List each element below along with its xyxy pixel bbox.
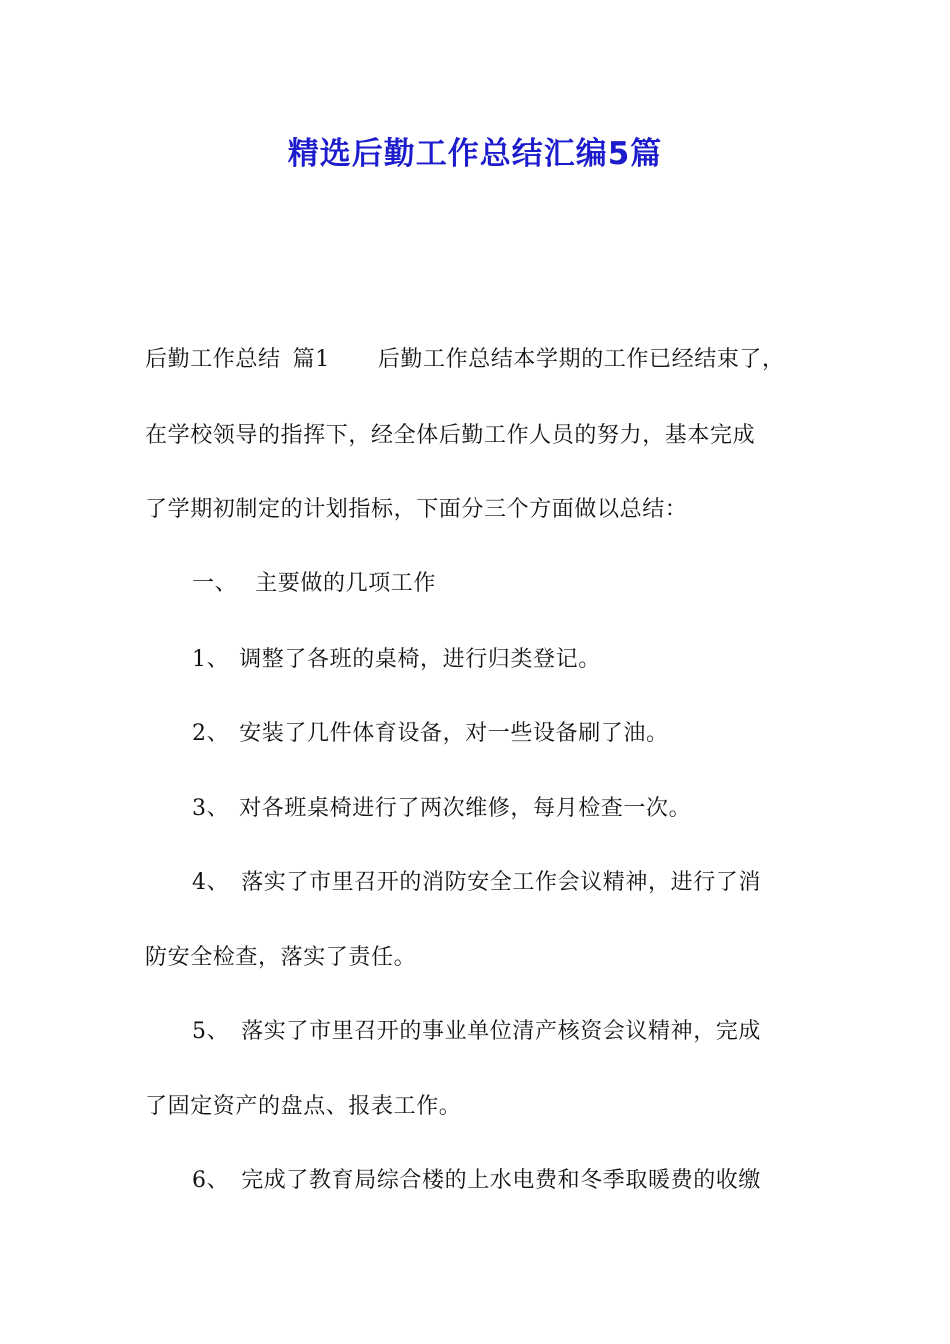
line-text: 了固定资产的盘点、报表工作。 (145, 1094, 462, 1119)
paragraph-line (145, 421, 755, 451)
line-text: 落实了市里召开的事业单位清产核资会议精神，完成 (241, 1019, 762, 1044)
list-item (192, 645, 601, 675)
list-marker: 2、 (192, 721, 230, 746)
line-text: 后勤工作总结本学期的工作已经结束了， (377, 347, 785, 372)
list-marker: 一、 (192, 571, 238, 596)
line-text: 了学期初制定的计划指标，下面分三个方面做以总结： (145, 497, 688, 522)
line-text: 主要做的几项工作 (255, 571, 437, 596)
list-marker: 3、 (192, 796, 230, 821)
paragraph-line (145, 345, 785, 375)
list-marker: 4、 (192, 870, 230, 895)
line-text: 安装了几件体育设备，对一些设备刷了油。 (239, 721, 669, 746)
section-heading-line (192, 569, 436, 599)
list-marker: 6、 (192, 1168, 230, 1193)
list-item (192, 719, 669, 749)
paragraph-line (145, 495, 687, 525)
list-item (192, 1166, 761, 1196)
paragraph-line (145, 943, 416, 973)
list-marker: 1、 (192, 647, 230, 672)
line-text: 完成了教育局综合楼的上水电费和冬季取暖费的收缴 (241, 1168, 762, 1193)
line-text: 对各班桌椅进行了两次维修，每月检查一次。 (239, 796, 692, 821)
line-text: 在学校领导的指挥下，经全体后勤工作人员的努力，基本完成 (145, 423, 756, 448)
list-item (192, 1017, 761, 1047)
document-title: 精选后勤工作总结汇编5篇 (287, 136, 663, 172)
section-number: 篇1 (292, 347, 330, 372)
line-text: 落实了市里召开的消防安全工作会议精神，进行了消 (241, 870, 762, 895)
line-text: 调整了各班的桌椅，进行归类登记。 (239, 647, 601, 672)
list-item (192, 868, 761, 898)
line-text: 防安全检查，落实了责任。 (145, 945, 417, 970)
section-heading: 后勤工作总结 (145, 347, 281, 372)
paragraph-line (145, 1092, 461, 1122)
list-marker: 5、 (192, 1019, 230, 1044)
list-item (192, 794, 691, 824)
